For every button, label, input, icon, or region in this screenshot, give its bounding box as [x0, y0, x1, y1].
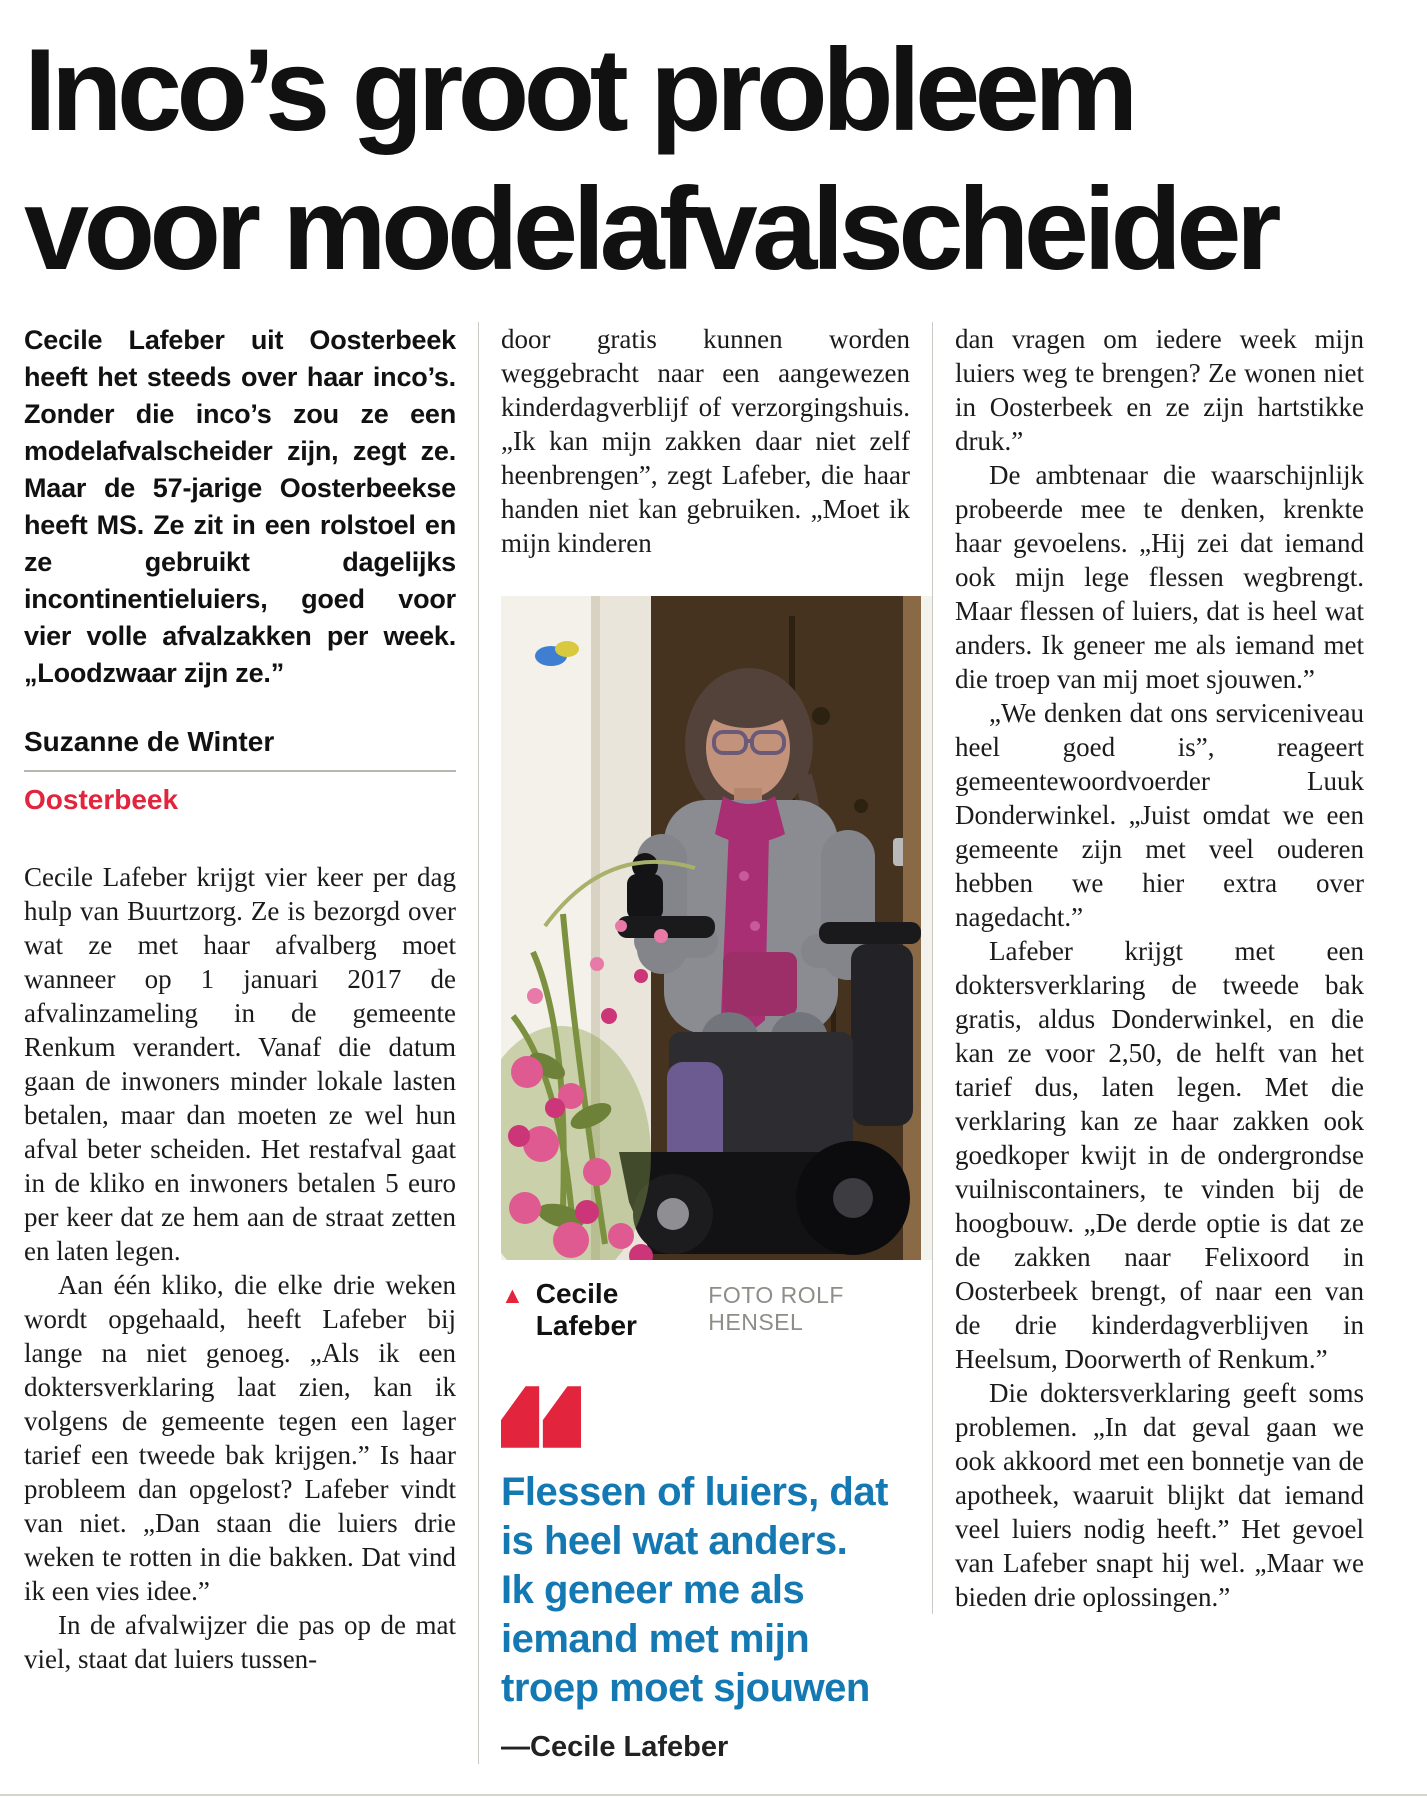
pull-quote-block — [501, 1386, 910, 1764]
byline — [24, 726, 456, 816]
article-intro: Cecile Lafeber uit Oosterbeek heeft het steeds over haar inco’s. Zonder die inco’s zou ze een modelafvalscheider zijn, zegt ze. Maar de 57-jarige Oosterbeekse heeft MS. Ze zit in een rolstoel en ze gebruikt dagelijks incontinentieluiers, goed voor vier volle afvalzakken per week. „Loodzwaar zijn ze.” — [24, 325, 456, 688]
caption-credit: FOTO ROLF HENSEL — [708, 1282, 844, 1335]
pull-quote-attribution: —Cecile Lafeber — [501, 1731, 729, 1763]
photo-caption — [501, 1278, 910, 1342]
pull-quote-text: Flessen of luiers, dat is heel wat anders. Ik geneer me als iemand met mijn troep moet sjouwen — [501, 1470, 888, 1710]
page-bottom-rule — [0, 1794, 1427, 1796]
byline-author: Suzanne de Winter — [24, 726, 456, 772]
column-1 — [24, 322, 456, 1676]
article-photo — [501, 596, 910, 1342]
byline-location: Oosterbeek — [24, 784, 179, 815]
quote-marks-icon — [501, 1386, 910, 1448]
photo-illustration — [501, 596, 933, 1260]
caption-triangle-icon: ▲ — [501, 1282, 524, 1308]
caption-name: Cecile Lafeber — [535, 1278, 637, 1341]
body-text-column-3: dan vragen om iedere week mijn luiers weg te brengen? Ze wonen niet in Oosterbeek en ze zijn hartstikke druk.” De ambtenaar die waarschijnlijk probeerde mee te denken, krenkte haar gevoelens. „Hij zei dat iemand ook mijn lege flessen wegbrengt. Maar flessen of luiers, dat is heel wat anders. Ik geneer me als iemand met die troep van mij moet sjouwen.” „We denken dat ons serviceniveau heel goed is”, reageert gemeentewoordvoerder Luuk Donderwinkel. „Juist omdat we een gemeente zijn met veel ouderen hebben we hier extra over nagedacht.” Lafeber krijgt met een doktersverklaring de tweede bak gratis, aldus Donderwinkel, en die kan ze voor 2,50, de helft van het tarief dus, laten legen. Met die verklaring kan ze haar zakken ook goedkoper kwijt in de ondergrondse vuilniscontainers, te vinden bij de hoogbouw. „De derde optie is dat ze de zakken naar Felixoord in Oosterbeek brengt, of naar een van de drie kinderdagverblijven in Heelsum, Doorwerth of Renkum.” Die doktersverklaring geeft soms problemen. „In dat geval gaan we ook akkoord met een bonnetje van de apotheek, waaruit blijkt dat iemand veel luiers nodig heeft.” Het gevoel van Lafeber snapt hij wel. „Maar we bieden drie oplossingen.” — [955, 324, 1364, 1612]
body-text-column-2: door gratis kunnen worden weggebracht naar een aangewezen kinderdagverblijf of verzorgingshuis. „Ik kan mijn zakken daar niet zelf heenbrengen”, zegt Lafeber, die haar handen niet kan gebruiken. „Moet ik mijn kinderen — [501, 324, 910, 558]
article-headline: Inco’s groot probleem voor modelafvalscheider — [24, 24, 1277, 294]
column-2 — [478, 322, 910, 1764]
body-text-column-1: Cecile Lafeber krijgt vier keer per dag hulp van Buurtzorg. Ze is bezorgd over wat ze met haar afvalberg moet wanneer op 1 januari 2017 de afvalinzameling in de gemeente Renkum verandert. Vanaf die datum gaan de inwoners minder lokale lasten betalen, maar dan moeten ze wel hun afval beter scheiden. Het restafval gaat in de kliko en inwoners betalen 5 euro per keer dat ze hem aan de straat zetten en laten legen. Aan één kliko, die elke drie weken wordt opgehaald, heeft Lafeber bij lange na niet genoeg. „Als ik een doktersverklaring laat zien, kan ik volgens de gemeente tegen een lager tarief een tweede bak krijgen.” Is haar probleem dan opgelost? Lafeber vindt van niet. „Dan staan die luiers drie weken te rotten in die bakken. Dat vind ik een vies idee.” In de afvalwijzer die pas op de mat viel, staat dat luiers tussen- — [24, 862, 456, 1674]
article-columns — [24, 322, 1407, 1764]
column-3 — [932, 322, 1364, 1614]
